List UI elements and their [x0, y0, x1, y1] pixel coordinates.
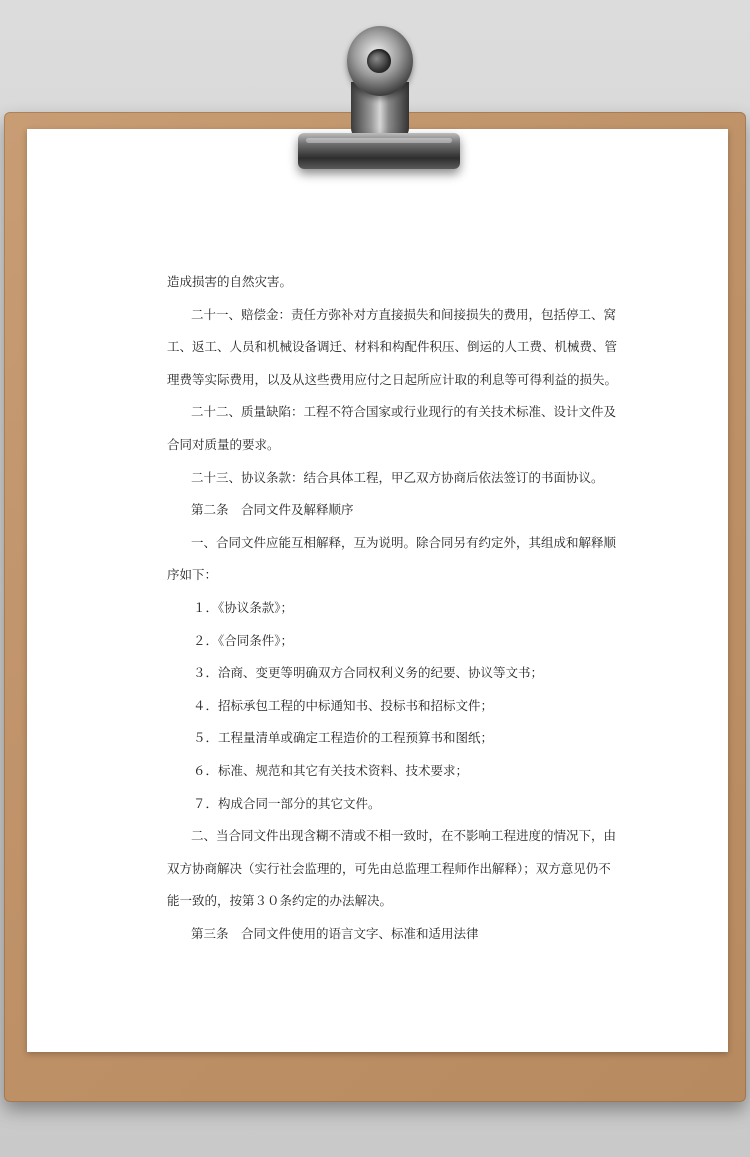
section-heading: 第三条 合同文件使用的语言文字、标准和适用法律 [191, 925, 479, 941]
text-line: 序如下： [167, 567, 218, 583]
list-item: ４．招标承包工程的中标通知书、投标书和招标文件； [193, 697, 494, 713]
list-item: ６．标准、规范和其它有关技术资料、技术要求； [193, 762, 469, 778]
list-item: ７．构成合同一部分的其它文件。 [193, 795, 381, 811]
text-line: 造成损害的自然灾害。 [167, 274, 293, 289]
list-item: １．《协议条款》； [193, 599, 294, 615]
clip-hole [367, 49, 391, 73]
text-line: 理费等实际费用，以及从这些费用应付之日起所应计取的利息等可得利益的损失。 [167, 371, 618, 387]
text-line: 二十三、协议条款：结合具体工程，甲乙双方协商后依法签订的书面协议。 [191, 469, 604, 485]
text-line: 二十二、质量缺陷：工程不符合国家或行业现行的有关技术标准、设计文件及 [191, 404, 617, 420]
text-line: 二、当合同文件出现含糊不清或不相一致时，在不影响工程进度的情况下，由 [191, 828, 617, 844]
list-item: ３．洽商、变更等明确双方合同权利义务的纪要、协议等文书； [193, 665, 544, 681]
text-line: 能一致的，按第３０条约定的办法解决。 [167, 893, 393, 909]
text-line: 二十一、赔偿金：责任方弥补对方直接损失和间接损失的费用，包括停工、窝 [191, 306, 617, 322]
list-item: ２．《合同条件》； [193, 632, 294, 648]
list-item: ５．工程量清单或确定工程造价的工程预算书和图纸； [193, 730, 494, 746]
text-line: 一、合同文件应能互相解释，互为说明。除合同另有约定外，其组成和解释顺 [191, 534, 617, 550]
text-line: 合同对质量的要求。 [167, 436, 280, 452]
text-line: 工、返工、人员和机械设备调迁、材料和构配件积压、倒运的人工费、机械费、管 [167, 339, 618, 355]
section-heading: 第二条 合同文件及解释顺序 [191, 502, 354, 518]
text-line: 双方协商解决（实行社会监理的，可先由总监理工程师作出解释）；双方意见仍不 [167, 860, 611, 876]
document-body [167, 266, 618, 950]
clip-base [298, 133, 460, 169]
